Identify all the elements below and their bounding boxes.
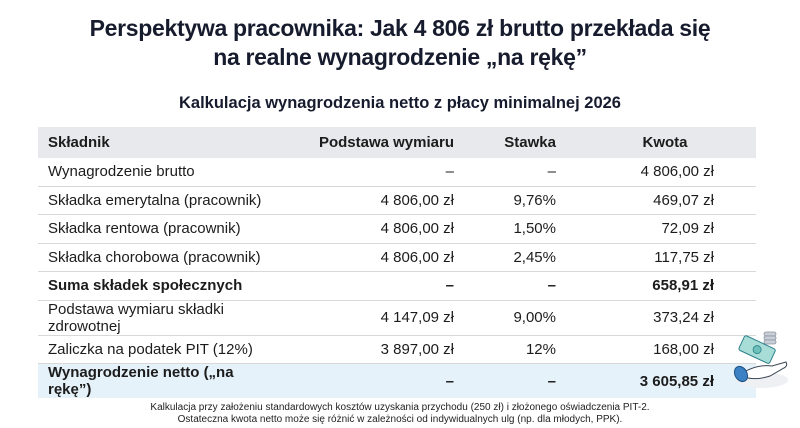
row-amount: 3 605,85 zł [584,364,756,399]
footnote-line-2: Ostateczna kwota netto może się różnić w zależności od indywidualnych ulg (np. dla młodych, PPK). [177,414,623,425]
row-amount: 168,00 zł [584,335,756,364]
row-base: 4 806,00 zł [284,243,476,272]
row-rate: – [476,272,584,301]
row-rate: – [476,364,584,399]
row-base: 4 806,00 zł [284,215,476,244]
table-row [38,243,756,272]
row-base: 4 806,00 zł [284,186,476,215]
table-header-row [38,127,756,158]
table-row [38,335,756,364]
table-row [38,186,756,215]
row-label: Zaliczka na podatek PIT (12%) [38,335,284,364]
row-label: Składka chorobowa (pracownik) [38,243,284,272]
row-amount: 72,09 zł [584,215,756,244]
title-line-2: na realne wynagrodzenie „na rękę” [213,44,587,70]
row-rate: 9,00% [476,300,584,335]
row-rate: 1,50% [476,215,584,244]
hand-with-money-icon [730,330,790,390]
row-label: Podstawa wymiaru składki zdrowotnej [38,300,284,335]
row-base: 3 897,00 zł [284,335,476,364]
row-rate: – [476,158,584,186]
row-base: – [284,272,476,301]
header-rate: Stawka [476,127,584,158]
page-title [0,14,800,72]
table-row [38,158,756,186]
footnote-line-1: Kalkulacja przy założeniu standardowych kosztów uzyskania przychodu (250 zł) i złożonego oświadczenia PIT-2. [150,402,650,413]
table-row-sum [38,272,756,301]
title-line-1: Perspektywa pracownika: Jak 4 806 zł brutto przekłada się [89,15,711,41]
header-base: Podstawa wymiaru [284,127,476,158]
row-label: Wynagrodzenie netto („na rękę”) [38,364,284,399]
row-rate: 12% [476,335,584,364]
row-base: 4 147,09 zł [284,300,476,335]
row-rate: 9,76% [476,186,584,215]
footnote [100,402,700,426]
row-label: Wynagrodzenie brutto [38,158,284,186]
row-amount: 469,07 zł [584,186,756,215]
table-row [38,215,756,244]
table-row [38,300,756,335]
header-amount: Kwota [584,127,756,158]
row-rate: 2,45% [476,243,584,272]
row-amount: 117,75 zł [584,243,756,272]
header-component: Składnik [38,127,284,158]
row-amount: 658,91 zł [584,272,756,301]
row-amount: 4 806,00 zł [584,158,756,186]
table-subtitle: Kalkulacja wynagrodzenia netto z płacy minimalnej 2026 [179,94,621,112]
row-label: Składka rentowa (pracownik) [38,215,284,244]
row-label: Składka emerytalna (pracownik) [38,186,284,215]
table-row-net [38,364,756,399]
row-base: – [284,158,476,186]
row-base: – [284,364,476,399]
row-label: Suma składek społecznych [38,272,284,301]
salary-table [38,127,756,398]
row-amount: 373,24 zł [584,300,756,335]
